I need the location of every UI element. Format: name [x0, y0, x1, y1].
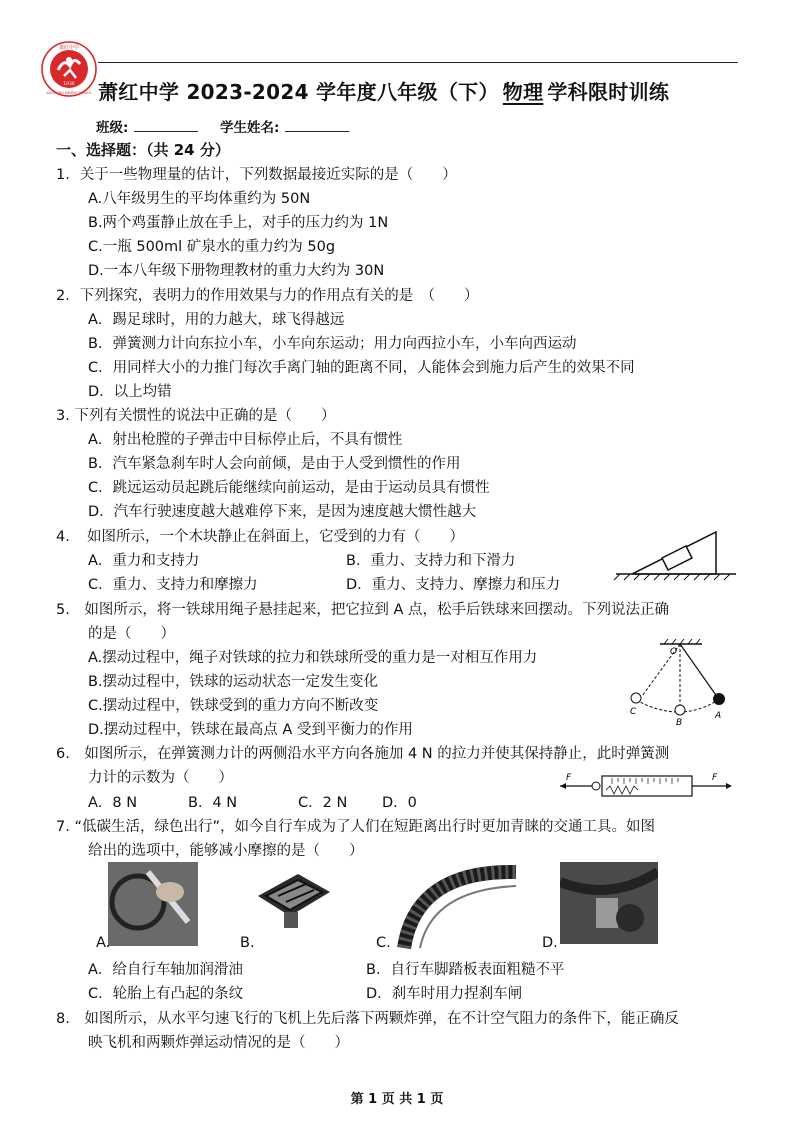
question-5-option-b: B.摆动过程中，铁球的运动状态一定发生变化	[88, 674, 379, 690]
question-2-option-b: B．弹簧测力计向东拉小车，小车向东运动；用力向西拉小车，小车向西运动	[88, 336, 577, 352]
label-f-right: F	[712, 773, 718, 783]
question-7-option-c: C．轮胎上有凸起的条纹	[88, 986, 244, 1002]
question-7-option-d: D．刹车时用力捏刹车闸	[366, 986, 523, 1002]
question-3-option-a: A．射出枪膛的子弹击中目标停止后，不具有惯性	[88, 432, 403, 448]
question-1-option-b: B.两个鸡蛋静止放在手上，对手的压力约为 1N	[88, 215, 389, 231]
question-4-option-d: D．重力、支持力、摩擦力和压力	[346, 577, 561, 593]
label-b: B	[676, 718, 683, 728]
name-blank[interactable]	[285, 118, 349, 132]
label-c: C	[630, 707, 637, 717]
page-footer: 第 1 页 共 1 页	[350, 1092, 444, 1107]
label-o: O	[670, 647, 678, 657]
question-5-option-d: D.摆动过程中，铁球在最高点 A 受到平衡力的作用	[88, 722, 413, 738]
question-5-option-c: C.摆动过程中，铁球受到的重力方向不断改变	[88, 698, 379, 714]
question-6-option-a: A．8 N	[88, 795, 138, 811]
question-7-option-a: A．给自行车轴加润滑油	[88, 962, 243, 978]
name-field	[220, 116, 349, 136]
class-field	[96, 116, 198, 136]
title-suffix: 学科限时训练	[547, 80, 670, 104]
header-rule	[98, 62, 738, 63]
question-6-stem: 6. 如图所示，在弹簧测力计的两侧沿水平方向各施加 4 N 的拉力并使其保持静止，此时弹簧测	[56, 746, 670, 762]
question-4-option-a: A．重力和支持力	[88, 553, 200, 569]
question-2-option-d: D．以上均错	[88, 384, 172, 400]
question-7-option-b: B．自行车脚踏板表面粗糙不平	[366, 962, 565, 978]
question-4-stem: 4． 如图所示，一个木块静止在斜面上，它受到的力有（ ）	[56, 529, 464, 545]
question-3-option-b: B．汽车紧急刹车时人会向前倾，是由于人受到惯性的作用	[88, 456, 461, 472]
question-4-option-c: C．重力、支持力和摩擦力	[88, 577, 258, 593]
image-label-b: B.	[240, 935, 255, 951]
question-6-option-d: D．0	[382, 795, 417, 811]
class-label: 班级:	[96, 120, 129, 136]
question-6-option-c: C．2 N	[298, 795, 348, 811]
section-title: 一、选择题：（共 24 分）	[56, 141, 230, 159]
question-1-option-a: A.八年级男生的平均体重约为 50N	[88, 191, 311, 207]
logo-text: 萧红中学	[58, 45, 80, 51]
title-prefix: 萧红中学 2023-2024 学年度八年级（下）	[98, 80, 499, 104]
image-label-c: C.	[376, 935, 391, 951]
question-5-stem-cont: 的是（ ）	[88, 626, 175, 642]
logo-year: 1936	[63, 82, 75, 87]
photo-tire	[396, 860, 524, 954]
question-1-option-c: C.一瓶 500ml 矿泉水的重力约为 50g	[88, 239, 336, 255]
title-subject: 物理	[502, 80, 544, 104]
photo-pedal	[252, 866, 336, 936]
question-2-stem: 2．下列探究，表明力的作用效果与力的作用点有关的是 （ ）	[56, 288, 479, 304]
question-5-stem: 5. 如图所示，将一铁球用绳子悬挂起来，把它拉到 A 点，松手后铁球来回摆动。下列说法正确	[56, 602, 669, 618]
photo-brake	[560, 862, 658, 944]
question-3-stem: 3. 下列有关惯性的说法中正确的是（ ）	[56, 408, 336, 424]
image-label-a: A.	[96, 935, 111, 951]
question-1-stem: 1．关于一些物理量的估计，下列数据最接近实际的是（ ）	[56, 167, 457, 183]
class-blank[interactable]	[134, 118, 198, 132]
image-label-d: D.	[542, 935, 558, 951]
pendulum-figure	[620, 638, 736, 728]
question-2-option-c: C．用同样大小的力推门每次手离门轴的距离不同，人能体会到施力后产生的效果不同	[88, 360, 635, 376]
question-3-option-d: D．汽车行驶速度越大越难停下来，是因为速度越大惯性越大	[88, 504, 477, 520]
question-8-stem: 8. 如图所示，从水平匀速飞行的飞机上先后落下两颗炸弹，在不计空气阻力的条件下，能正确反	[56, 1011, 679, 1027]
spring-scale-figure	[556, 768, 734, 804]
logo-ring-text: XIAOHONG MIDDLE SCHOOL	[46, 91, 92, 95]
question-4-option-b: B．重力、支持力和下滑力	[346, 553, 516, 569]
page-title	[98, 76, 669, 105]
incline-figure	[612, 524, 740, 582]
label-f-left: F	[566, 773, 572, 783]
question-6-option-b: B．4 N	[188, 795, 238, 811]
question-8-stem-cont: 映飞机和两颗炸弹运动情况的是（ ）	[88, 1035, 349, 1051]
question-7-stem-cont: 给出的选项中，能够减小摩擦的是（ ）	[88, 843, 364, 859]
question-7-stem: 7. “低碳生活，绿色出行”，如今自行车成为了人们在短距离出行时更加青睐的交通工具。如图	[56, 819, 655, 835]
photo-lubricating-axle	[108, 862, 198, 946]
school-logo	[40, 40, 98, 98]
question-3-option-c: C．跳远运动员起跳后能继续向前运动，是由于运动员具有惯性	[88, 480, 490, 496]
question-5-option-a: A.摆动过程中，绳子对铁球的拉力和铁球所受的重力是一对相互作用力	[88, 650, 538, 666]
question-2-option-a: A．踢足球时，用的力越大，球飞得越远	[88, 312, 345, 328]
question-6-stem-cont: 力计的示数为（ ）	[88, 770, 233, 786]
question-1-option-d: D.一本八年级下册物理教材的重力大约为 30N	[88, 263, 385, 279]
label-a: A	[715, 711, 722, 721]
name-label: 学生姓名:	[220, 120, 280, 136]
